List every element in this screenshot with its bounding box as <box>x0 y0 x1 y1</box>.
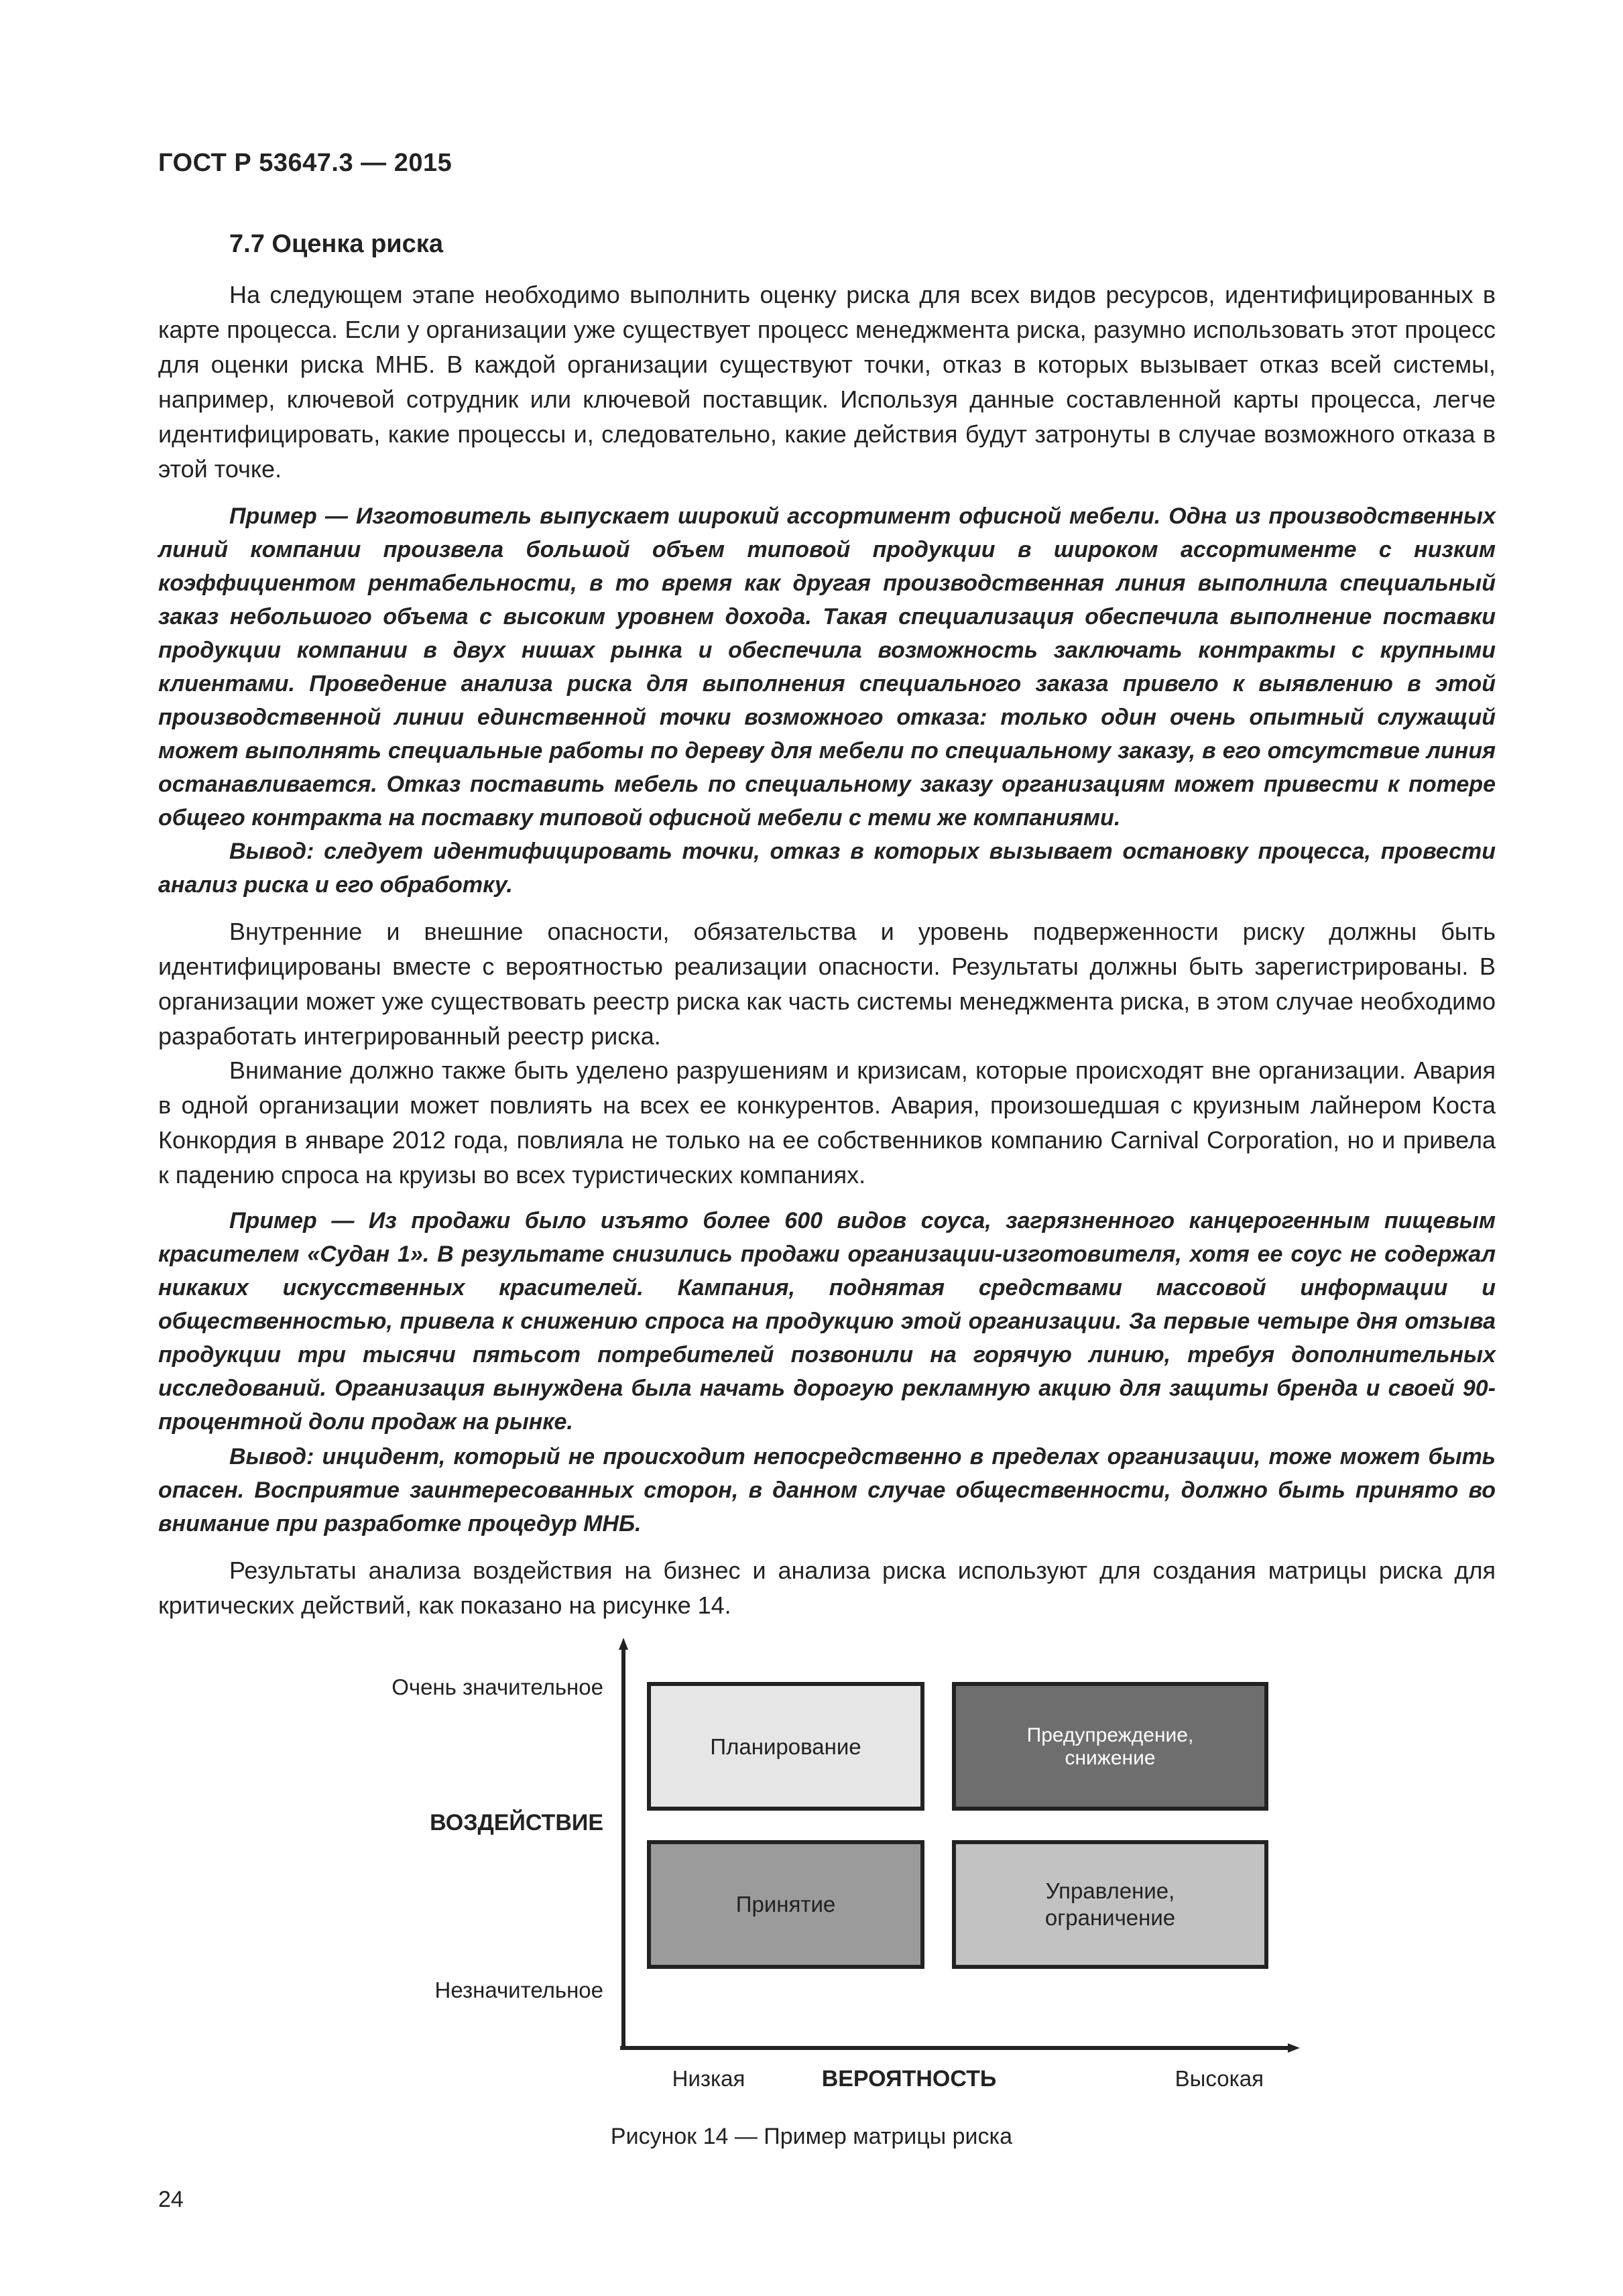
x-left-label: Низкая <box>672 2066 745 2091</box>
example-furniture-conclusion: Вывод: следует идентифицировать точки, отказ в которых вызывает остановку процесса, провести анализ риска и его обработку. <box>158 839 1496 898</box>
section-title: 7.7 Оценка риска <box>229 230 443 258</box>
matrix-cell-management-line1: Управление, <box>1045 1878 1175 1903</box>
page-number: 24 <box>158 2187 184 2212</box>
standard-header: ГОСТ Р 53647.3 — 2015 <box>158 149 453 177</box>
example-sauce-conclusion: Вывод: инцидент, который не происходит непосредственно в пределах организации, тоже может быть опасен. Восприятие заинтересованных сторон, в данном случае общественности, должно быть принято во внимание при разработке процедур МНБ. <box>158 1444 1496 1536</box>
risk-matrix-figure <box>349 1636 1301 2092</box>
paragraph-risk-matrix: Результаты анализа воздействия на бизнес и анализа риска используют для создания матрицы риска для критических действий, как показано на рисунке 14. <box>158 1557 1496 1619</box>
paragraph-hazards: Внутренние и внешние опасности, обязательства и уровень подверженности риску должны быть идентифицированы вместе с вероятностью реализации опасности. Результаты должны быть зарегистрированы. В организации может уже существовать реестр риска как часть системы менеджмента риска, в этом случае необходимо разработать интегрированный реестр риска. <box>158 918 1496 1050</box>
y-top-label: Очень значительное <box>392 1675 603 1699</box>
figure-caption: Рисунок 14 — Пример матрицы риска <box>610 2124 1013 2149</box>
y-bottom-label: Незначительное <box>434 1978 603 2002</box>
matrix-cell-prevention-line1: Предупреждение, <box>1026 1724 1194 1746</box>
example-sauce: Пример — Из продажи было изъято более 600 видов соуса, загрязненного канцерогенным пищевым красителем «Судан 1». В результате снизились продажи организации-изготовителя, хотя ее соус не содержал никаких искусственных красителей. Кампания, поднятая средствами массовой информации и общественностью, привела к снижению спроса на продукцию этой организации. За первые четыре дня отзыва продукции три тысячи пятьсот потребителей позвонили на горячую линию, требуя дополнительных исследований. Организация вынуждена была начать дорогую рекламную акцию для защиты бренда и своей 90-процентной доли продаж на рынке. <box>158 1208 1496 1435</box>
x-axis-title: ВЕРОЯТНОСТЬ <box>821 2066 997 2092</box>
example-furniture: Пример — Изготовитель выпускает широкий ассортимент офисной мебели. Одна из производственных линий компании произвела большой объем типовой продукции в широком ассортименте с низким коэффициентом рентабельности, в то время как другая производственная линия выполнила специальный заказ небольшого объема с высоким уровнем дохода. Такая специализация обеспечила выполнение поставки продукции компании в двух нишах рынка и обеспечила возможность заключать контракты с крупными клиентами. Проведение анализа риска для выполнения специального заказа привело к выявлению в этой производственной линии единственной точки возможного отказа: только один очень опытный служащий может выполнять специальные работы по дереву для мебели по специальному заказу, в его отсутствие линия останавливается. Отказ поставить мебель по специальному заказу организациям может привести к потере общего контракта на поставку типовой офисной мебели с теми же компаниями. <box>158 503 1496 831</box>
matrix-cell-management <box>954 1842 1266 1967</box>
matrix-cell-acceptance-label: Принятие <box>735 1892 836 1917</box>
matrix-cell-planning-label: Планирование <box>710 1734 861 1759</box>
paragraph-external-crises: Внимание должно также быть уделено разрушениям и кризисам, которые происходят вне организации. Авария в одной организации может повлиять на всех ее конкурентов. Авария, произошедшая с круизным лайнером Коста Конкордия в январе 2012 года, повлияла не только на ее собственников компанию Carnival Corporation, но и привела к падению спроса на круизы во всех туристических компаниях. <box>158 1056 1496 1189</box>
matrix-cell-prevention-line2: снижение <box>1065 1747 1156 1769</box>
y-axis-title: ВОЗДЕЙСТВИЕ <box>430 1810 603 1835</box>
x-right-label: Высокая <box>1175 2066 1264 2091</box>
matrix-cell-management-line2: ограничение <box>1044 1905 1176 1930</box>
matrix-cell-prevention <box>954 1684 1266 1809</box>
paragraph-risk-assessment: На следующем этапе необходимо выполнить оценку риска для всех видов ресурсов, идентифицированных в карте процесса. Если у организации уже существует процесс менеджмента риска, разумно использовать этот процесс для оценки риска МНБ. В каждой организации существуют точки, отказ в которых вызывает отказ всей системы, например, ключевой сотрудник или ключевой поставщик. Используя данные составленной карты процесса, легче идентифицировать, какие процессы и, следовательно, какие действия будут затронуты в случае возможного отказа в этой точке. <box>158 281 1496 483</box>
